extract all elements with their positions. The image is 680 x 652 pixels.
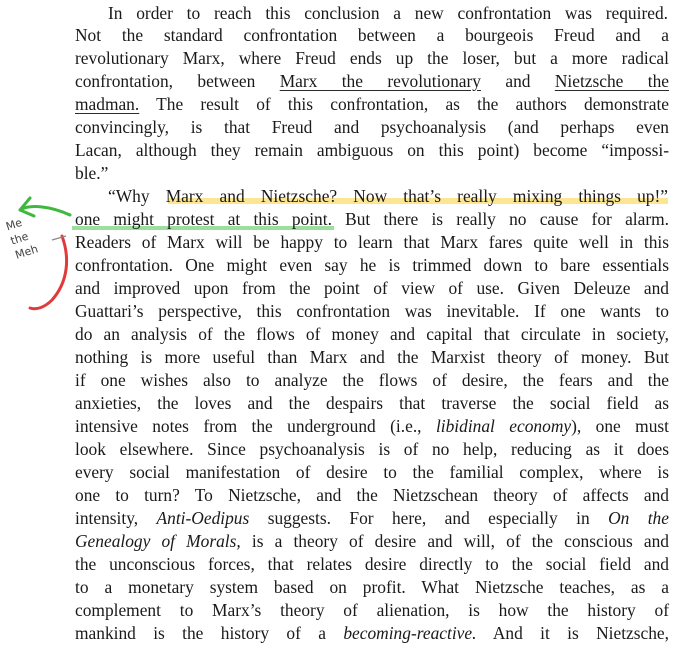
text-line-19: intensive notes from the underground (i.e., libidinal economy), one must [75,416,669,436]
text-line-4: confrontation, between Marx the revolutionary and Nietzsche the [75,71,670,91]
text-line-22: one to turn? To Nietzsche, and the Nietzschean theory of affects and [75,485,669,505]
italic-on-the: On the [608,508,669,528]
italic-libidinal-economy: libidinal economy [435,416,572,436]
text-line-21: every social manifestation of desire to the familial complex, where is [75,462,669,482]
underlined-marx-the-revolutionary: Marx the revolutionary [279,71,482,91]
margin-note-line-2: the [8,229,31,248]
text-line-24: Genealogy of Morals, is a theory of desire and will, of the conscious and [75,531,669,551]
text-line-12: confrontation. One might even say he is trimmed down to bare essentials [75,255,669,275]
text-line-14: Guattari’s perspective, this confrontation was inevitable. If one wants to [75,301,669,321]
text-line-13: and improved upon from the point of view of use. Given Deleuze and [75,278,669,298]
margin-note [4,201,77,263]
margin-note-line-3: Meh [13,242,40,262]
italic-becoming-reactive: becoming-reactive. [343,623,477,643]
text-line-20: look elsewhere. Since psychoanalysis is of no help, reducing as it does [75,439,669,459]
text-line-28: mankind is the history of a becoming-reactive. And it is Nietzsche, [75,623,669,643]
text-line-9: “Why Marx and Nietzsche? Now that’s really mixing things up!” [108,186,668,206]
italic-anti-oedipus: Anti-Oedipus [156,508,250,528]
text-line-7: Lacan, although they remain ambiguous on this point) become “impossi- [75,140,669,160]
text-line-16: nothing is more useful than Marx and the Marxist theory of money. But [75,347,669,367]
text-line-11: Readers of Marx will be happy to learn that Marx fares quite well in this [75,232,669,252]
text-line-17: if one wishes also to analyze the flows of desire, the fears and the [75,370,669,390]
text-line-2: Not the standard confrontation between a bourgeois Freud and a [75,25,669,45]
underlined-nietzsche-the: Nietzsche the [554,71,670,91]
text-line-6: convincingly, is that Freud and psychoanalysis (and perhaps even [75,117,669,137]
italic-genealogy-of-morals: Genealogy of Morals, [75,531,241,551]
text-line-26: to a monetary system based on profit. What Nietzsche teaches, as a [75,577,669,597]
margin-note-line-1: Me [4,215,24,234]
text-line-1: In order to reach this conclusion a new confrontation was required. [108,3,668,23]
text-line-5: madman. The result of this confrontation, as the authors demonstrate [75,94,669,114]
underlined-madman: madman. [75,94,140,114]
text-line-8: ble.” [75,163,109,183]
text-line-23: intensity, Anti-Oedipus suggests. For here, and especially in On the [75,508,669,528]
text-line-25: the unconscious forces, that relates desire directly to the social field and [75,554,669,574]
text-line-3: revolutionary Marx, where Freud ends up the loser, but a more radical [75,48,669,68]
text-line-15: do an analysis of the flows of money and capital that circulate in society, [75,324,669,344]
text-line-10: one might protest at this point. But there is really no cause for alarm. [75,209,669,229]
text-line-27: complement to Marx’s theory of alienation, is how the history of [75,600,669,620]
text-line-18: anxieties, the loves and the despairs that traverse the social field as [75,393,669,413]
